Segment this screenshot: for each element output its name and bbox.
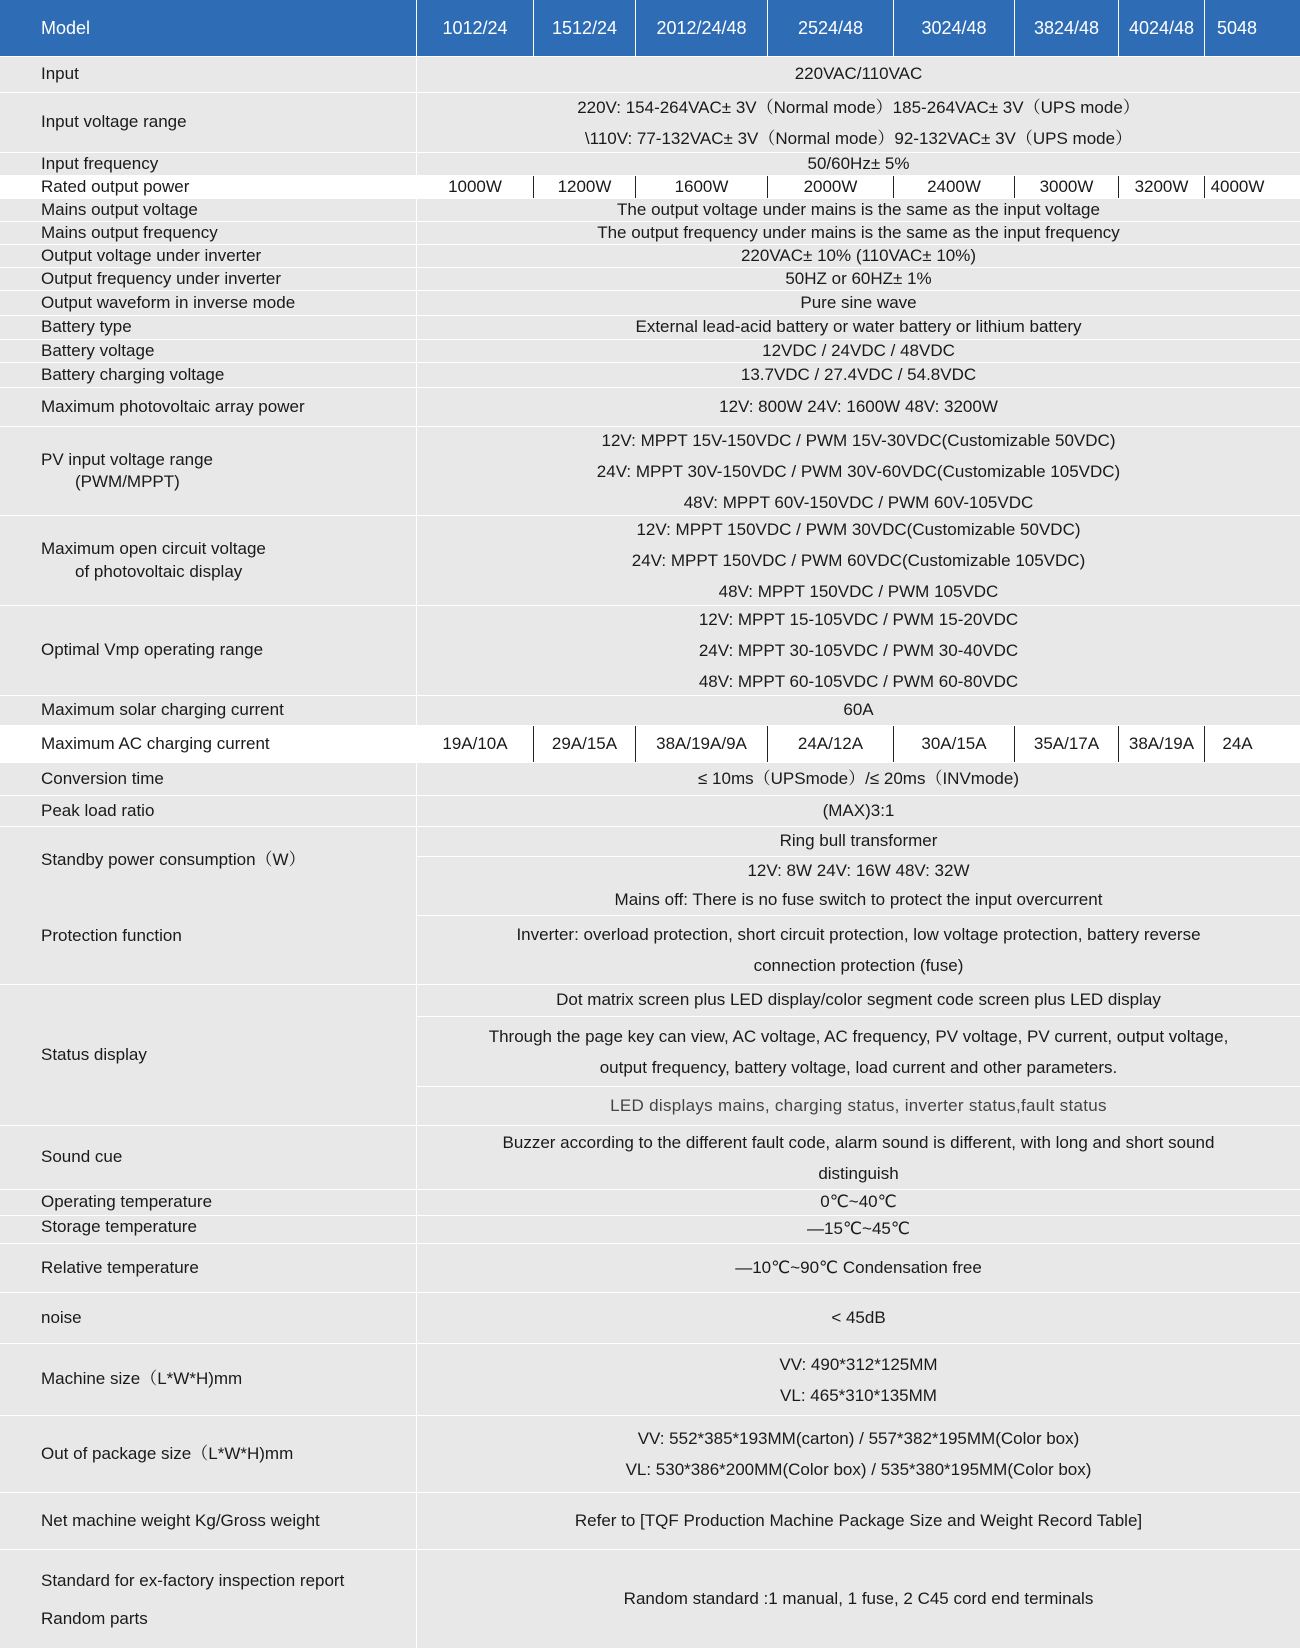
value-max-solar-charging-current: 60A [417,696,1300,725]
label-max-solar-charging-current: Maximum solar charging current [0,696,416,725]
machine-size-vl: VL: 465*310*135MM [780,1385,937,1405]
header-model-2012-24-48: 2012/24/48 [636,0,767,56]
rated-power-2524-48: 2000W [767,176,893,198]
label-input-voltage-range: Input voltage range [0,93,416,152]
rated-power-5048: 4000W [1204,176,1270,198]
label-max-open-circuit-voltage [0,516,416,605]
value-peak-load-ratio: (MAX)3:1 [417,796,1300,826]
value-output-waveform: Pure sine wave [417,291,1300,315]
protection-inverter-line1: Inverter: overload protection, short circuit protection, low voltage protection, battery reverse [516,925,1201,944]
label-battery-type: Battery type [0,316,416,339]
label-relative-temperature: Relative temperature [0,1244,416,1292]
label-machine-size: Machine size（L*W*H)mm [0,1344,416,1415]
open-circuit-line-12v: 12V: MPPT 150VDC / PWM 30VDC(Customizable 50VDC) [636,520,1081,539]
pv-input-line-12v: 12V: MPPT 15V-150VDC / PWM 15V-30VDC(Customizable 50VDC) [601,430,1116,450]
protection-inverter-line2: connection protection (fuse) [753,956,964,975]
input-voltage-line-220v: 220V: 154-264VAC± 3V（Normal mode）185-264VAC± 3V（UPS mode） [577,97,1140,117]
value-package-size [417,1416,1300,1492]
value-sound-cue [417,1126,1300,1189]
ac-charging-5048: 24A [1204,726,1270,762]
value-conversion-time: ≤ 10ms（UPSmode）/≤ 20ms（INVmode) [417,763,1300,795]
label-standby-power: Standby power consumption（W） [41,850,306,869]
value-standby-transformer: Ring bull transformer [417,827,1300,856]
pv-input-line-24v: 24V: MPPT 30V-150VDC / PWM 30V-60VDC(Customizable 105VDC) [596,461,1121,481]
value-status-page-key [417,1017,1300,1086]
header-model-1012-24: 1012/24 [417,0,533,56]
value-machine-size [417,1344,1300,1415]
package-size-vl: VL: 530*386*200MM(Color box) / 535*380*195MM(Color box) [625,1460,1092,1479]
value-input-voltage-range [417,93,1300,152]
label-output-waveform: Output waveform in inverse mode [0,291,416,315]
value-relative-temperature: —10℃~90℃ Condensation free [417,1244,1300,1292]
value-protection-mains: Mains off: There is no fuse switch to protect the input overcurrent [417,886,1300,915]
open-circuit-label-line1: Maximum open circuit voltage [41,539,266,559]
value-battery-type: External lead-acid battery or water battery or lithium battery [417,316,1300,339]
label-optimal-vmp: Optimal Vmp operating range [0,606,416,695]
header-model-5048: 5048 [1205,0,1300,56]
label-sound-cue: Sound cue [0,1126,416,1189]
value-protection-inverter [417,916,1300,984]
value-input: 220VAC/110VAC [417,57,1300,92]
pv-input-label-line1: PV input voltage range [41,449,214,469]
pv-input-label-line2: (PWM/MPPT) [75,472,180,491]
rated-power-3024-48: 2400W [893,176,1014,198]
label-random-parts: Random parts [41,1609,148,1628]
sound-cue-line2: distinguish [818,1163,899,1183]
vmp-line-12v: 12V: MPPT 15-105VDC / PWM 15-20VDC [698,610,1019,629]
ac-charging-2524-48: 24A/12A [767,726,893,762]
label-mains-output-voltage: Mains output voltage [0,199,416,221]
open-circuit-label-line2: of photovoltaic display [75,561,243,581]
value-random-parts: Random standard :1 manual, 1 fuse, 2 C45 cord end terminals [417,1550,1300,1648]
rated-power-4024-48: 3200W [1118,176,1204,198]
value-output-voltage-inverter: 220VAC± 10% (110VAC± 10%) [417,245,1300,267]
rated-power-2012-24-48: 1600W [635,176,767,198]
label-protection-function: Protection function [41,926,182,945]
label-input-frequency: Input frequency [0,153,416,175]
ac-charging-1012-24: 19A/10A [417,726,533,762]
pv-input-line-48v: 48V: MPPT 60V-150VDC / PWM 60V-105VDC [683,492,1034,512]
value-storage-temperature: —15℃~45℃ [417,1216,1300,1243]
value-max-pv-array-power: 12V: 800W 24V: 1600W 48V: 3200W [417,388,1300,426]
label-rated-output-power: Rated output power [0,176,416,198]
ac-charging-4024-48: 38A/19A [1118,726,1204,762]
rated-power-1012-24: 1000W [417,176,533,198]
value-net-weight: Refer to [TQF Production Machine Package Size and Weight Record Table] [417,1493,1300,1549]
label-standby-protection-group [0,827,416,984]
rated-power-1512-24: 1200W [533,176,635,198]
value-status-screen: Dot matrix screen plus LED display/color segment code screen plus LED display [417,985,1300,1016]
header-model-1512-24: 1512/24 [534,0,635,56]
value-output-frequency-inverter: 50HZ or 60HZ± 1% [417,268,1300,290]
label-input: Input [0,57,416,92]
label-mains-output-frequency: Mains output frequency [0,222,416,244]
header-model-3824-48: 3824/48 [1015,0,1118,56]
header-model-label: Model [0,0,416,56]
open-circuit-line-48v: 48V: MPPT 150VDC / PWM 105VDC [718,582,999,601]
label-status-display: Status display [0,985,416,1125]
label-package-size: Out of package size（L*W*H)mm [0,1416,416,1492]
status-page-key-line1: Through the page key can view, AC voltage, AC frequency, PV voltage, PV current, output voltage, [488,1026,1229,1046]
value-battery-charging-voltage: 13.7VDC / 27.4VDC / 54.8VDC [417,363,1300,387]
value-max-open-circuit-voltage [417,516,1300,605]
header-model-3024-48: 3024/48 [894,0,1014,56]
header-model-4024-48: 4024/48 [1119,0,1204,56]
label-max-ac-charging-current: Maximum AC charging current [0,726,416,762]
label-peak-load-ratio: Peak load ratio [0,796,416,826]
package-size-vv: VV: 552*385*193MM(carton) / 557*382*195MM(Color box) [637,1429,1080,1448]
value-status-led: LED displays mains, charging status, inverter status,fault status [417,1087,1300,1125]
label-noise: noise [0,1293,416,1343]
label-operating-temperature: Operating temperature [0,1190,416,1215]
value-noise: < 45dB [417,1293,1300,1343]
rated-power-3824-48: 3000W [1014,176,1118,198]
value-operating-temperature: 0℃~40℃ [417,1190,1300,1215]
ac-charging-2012-24-48: 38A/19A/9A [635,726,767,762]
value-mains-output-voltage: The output voltage under mains is the same as the input voltage [417,199,1300,221]
value-pv-input-voltage-range [417,427,1300,515]
open-circuit-line-24v: 24V: MPPT 150VDC / PWM 60VDC(Customizable 105VDC) [631,551,1086,570]
ac-charging-1512-24: 29A/15A [533,726,635,762]
vmp-line-24v: 24V: MPPT 30-105VDC / PWM 30-40VDC [698,641,1019,660]
label-conversion-time: Conversion time [0,763,416,795]
label-inspection-random-group [0,1550,416,1648]
label-output-voltage-inverter: Output voltage under inverter [0,245,416,267]
ac-charging-3024-48: 30A/15A [893,726,1014,762]
value-input-frequency: 50/60Hz± 5% [417,153,1300,175]
input-voltage-line-110v: \110V: 77-132VAC± 3V（Normal mode）92-132VAC± 3V（UPS mode） [584,128,1133,148]
ac-charging-3824-48: 35A/17A [1014,726,1118,762]
header-model-2524-48: 2524/48 [768,0,893,56]
label-storage-temperature: Storage temperature [0,1216,416,1243]
label-net-weight: Net machine weight Kg/Gross weight [0,1493,416,1549]
label-inspection-report: Standard for ex-factory inspection report [41,1571,345,1590]
value-optimal-vmp [417,606,1300,695]
value-mains-output-frequency: The output frequency under mains is the same as the input frequency [417,222,1300,244]
label-max-pv-array-power: Maximum photovoltaic array power [0,388,416,426]
value-battery-voltage: 12VDC / 24VDC / 48VDC [417,340,1300,362]
sound-cue-line1: Buzzer according to the different fault code, alarm sound is different, with long and short sound [502,1132,1215,1152]
status-page-key-line2: output frequency, battery voltage, load current and other parameters. [599,1057,1118,1077]
label-battery-charging-voltage: Battery charging voltage [0,363,416,387]
label-battery-voltage: Battery voltage [0,340,416,362]
label-pv-input-voltage-range [0,427,416,515]
machine-size-vv: VV: 490*312*125MM [779,1354,938,1374]
vmp-line-48v: 48V: MPPT 60-105VDC / PWM 60-80VDC [698,672,1019,691]
value-standby-power: 12V: 8W 24V: 16W 48V: 32W [417,857,1300,886]
label-output-frequency-inverter: Output frequency under inverter [0,268,416,290]
